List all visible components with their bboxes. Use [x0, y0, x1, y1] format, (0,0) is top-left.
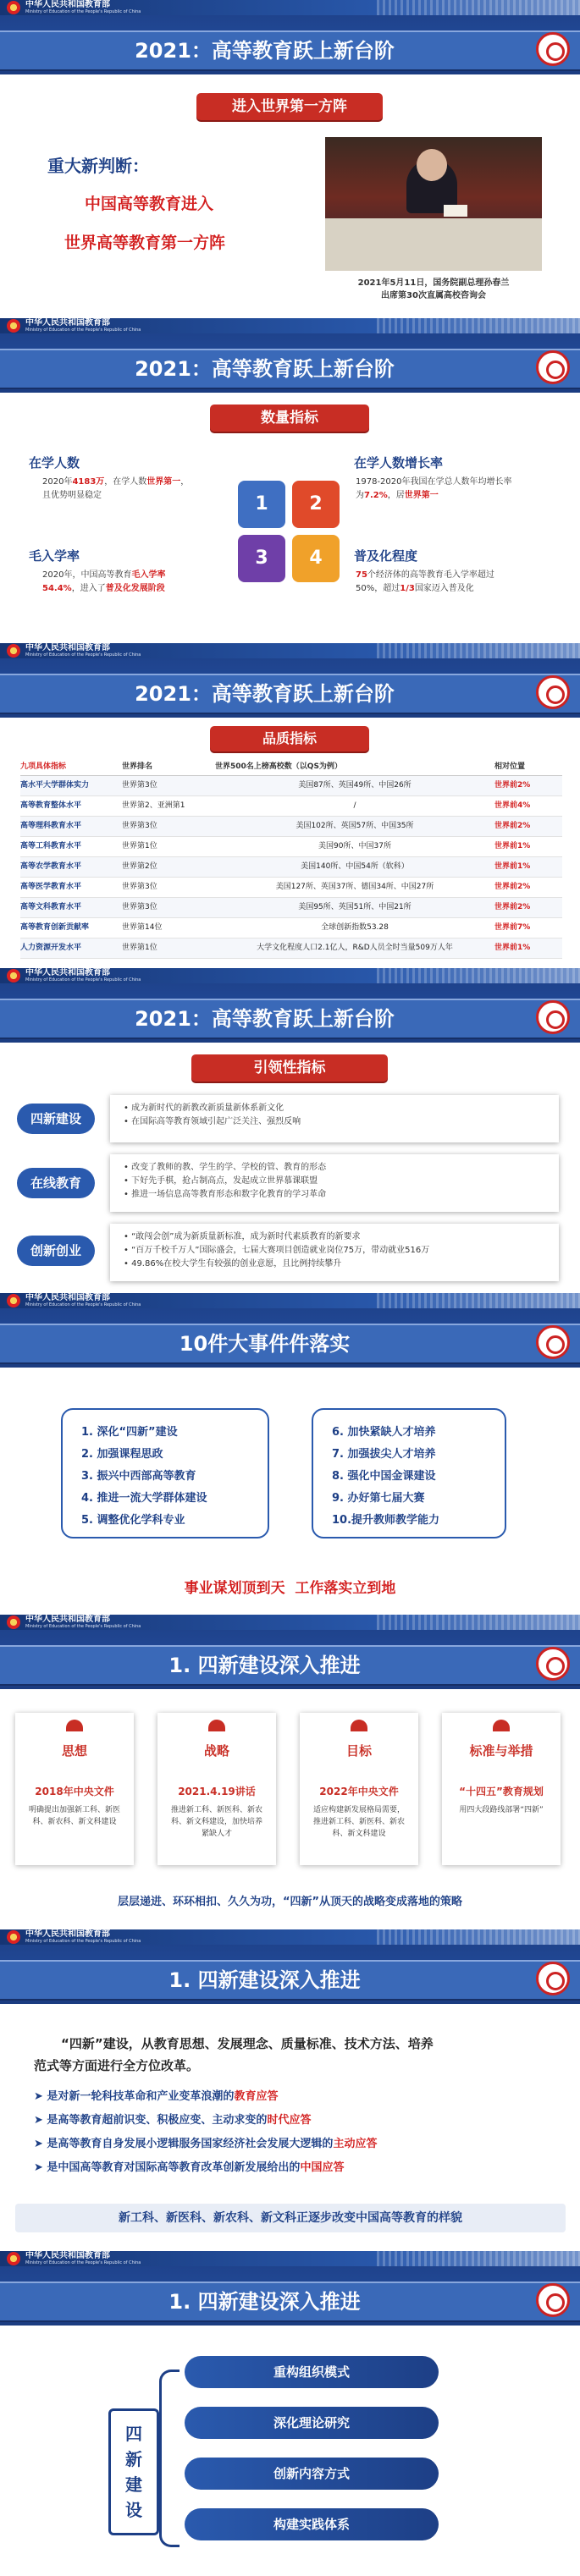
ministry-logo-icon	[536, 1325, 570, 1359]
event-item: 9. 办好第七届大赛	[332, 1492, 425, 1505]
table-cell-qs: 美国102所、英国57所、中国35所	[296, 822, 414, 830]
event-item: 7. 加强拔尖人才培养	[332, 1448, 436, 1461]
judgement-heading: 重大新判断：	[47, 156, 149, 176]
table-cell-indicator: 人力资源开发水平	[20, 944, 82, 952]
slide-title: 1. 四新建设深入推进	[168, 2290, 361, 2314]
task-item-3: 创新内容方式	[185, 2458, 439, 2490]
table-cell-position: 世界前2%	[494, 781, 531, 790]
slide-4	[0, 968, 580, 1293]
slide-1	[0, 0, 580, 318]
ministry-name-en: Ministry of Education of the People's Republic of China	[25, 652, 141, 658]
ministry-logo-icon	[536, 1000, 570, 1034]
ministry-name-en: Ministry of Education of the People's Republic of China	[25, 1302, 141, 1307]
slide-header	[0, 1615, 580, 1689]
leading-item: • 下好先手棋，抢占制高点，发起成立世界慕课联盟	[124, 1176, 318, 1186]
indicator-growth-title: 在学人数增长率	[354, 455, 444, 471]
event-item: 1. 深化“四新”建设	[81, 1426, 178, 1439]
indicator-universal-text2: 50%，超过1/3国家迈入普及化	[356, 584, 474, 593]
table-cell-position: 世界前4%	[494, 801, 531, 810]
ministry-name: 中华人民共和国教育部	[25, 2251, 110, 2260]
table-header-row	[20, 758, 562, 776]
table-cell-indicator: 高水平大学群体实力	[20, 781, 90, 790]
leading-label-1: 四新建设	[17, 1104, 95, 1134]
leading-item: • “百万千校千万人”国际盛会，七届大赛项目创造就业岗位75万，带动就业516万	[124, 1246, 430, 1255]
building-banner	[377, 1615, 580, 1630]
conclusion-text: 新工科、新医科、新农科、新文科正逐步改变中国高等教育的样貌	[119, 2211, 462, 2225]
table-header-position: 相对位置	[494, 762, 526, 771]
leading-group-2	[110, 1154, 559, 1212]
ministry-logo-icon	[536, 2283, 570, 2317]
leading-item: • “敢闯会创”成为新质量新标准，成为新时代素质教育的新要求	[124, 1232, 361, 1241]
slide-title: 2021：高等教育跃上新台阶	[135, 39, 395, 63]
card-sub: 2022年中央文件	[319, 1786, 399, 1797]
intro-line-2: 范式等方面进行全方位改革。	[34, 2058, 200, 2073]
lamp-icon	[351, 1720, 367, 1731]
ministry-name-en: Ministry of Education of the People's Republic of China	[25, 1624, 141, 1629]
table-cell-qs: 全球创新指数53.28	[321, 923, 389, 932]
table-cell-qs: 美国90所、中国37所	[318, 842, 391, 850]
quadrant-4: 4	[292, 535, 340, 582]
card-sub: 2018年中央文件	[35, 1786, 114, 1797]
slide-5	[0, 1293, 580, 1615]
table-cell-position: 世界前1%	[494, 862, 531, 871]
leading-item: • 49.86%在校大学生有较强的创业意愿，且比例持续攀升	[124, 1259, 342, 1269]
ministry-name-en: Ministry of Education of the People's Republic of China	[25, 9, 141, 14]
table-row	[20, 857, 562, 878]
national-emblem-icon	[7, 2252, 20, 2265]
intro-line-1: “四新”建设，从教育思想、发展理念、质量标准、技术方法、培养	[61, 2036, 434, 2051]
table-cell-qs: 美国95所、英国51所、中国21所	[298, 903, 412, 911]
building-banner	[377, 968, 580, 983]
ministry-name-en: Ministry of Education of the People's Republic of China	[25, 328, 141, 333]
event-item: 4. 推进一流大学群体建设	[81, 1492, 207, 1505]
task-item-4: 构建实践体系	[185, 2508, 439, 2540]
table-cell-position: 世界前2%	[494, 903, 531, 911]
table-cell-qs: 美国127所、英国37所、德国34所、中国27所	[275, 883, 434, 891]
progression-card-4	[442, 1713, 561, 1865]
card-text: 适应构建新发展格局需要，推进新工科、新医科、新农科、新文科建设	[313, 1806, 406, 1838]
national-emblem-icon	[7, 969, 20, 983]
building-banner	[377, 2251, 580, 2266]
table-cell-position: 世界前2%	[494, 822, 531, 830]
ministry-name: 中华人民共和国教育部	[25, 0, 110, 9]
indicator-universal-title: 普及化程度	[354, 548, 418, 564]
progression-row	[15, 1713, 566, 1865]
indicator-enrollment-text1: 2020年，中国高等教育毛入学率	[42, 570, 166, 580]
event-item: 8. 强化中国金课建设	[332, 1470, 436, 1483]
table-cell-indicator: 高等医学教育水平	[20, 883, 82, 891]
meeting-photo	[325, 137, 542, 271]
answer-item-1: ➤ 是对新一轮科技革命和产业变革浪潮的教育应答	[34, 2090, 279, 2103]
slide-header	[0, 2251, 580, 2326]
strategy-footer: 层层递进、环环相扣、久久为功，“四新”从顶天的战略变成落地的策略	[117, 1896, 463, 1908]
slide-title: 2021：高等教育跃上新台阶	[135, 357, 395, 381]
progression-card-3	[300, 1713, 418, 1865]
event-item: 10.提升教师教学能力	[332, 1514, 440, 1527]
indicator-enrollment-title: 毛入学率	[29, 548, 80, 564]
slogan: 事业谋划顶到天 工作落实立到地	[184, 1580, 396, 1597]
indicator-students-text2: 且优势明显稳定	[42, 491, 102, 500]
national-emblem-icon	[7, 319, 20, 333]
building-banner	[377, 643, 580, 658]
leading-group-3	[110, 1224, 559, 1281]
slide-header	[0, 968, 580, 1043]
card-head: 战略	[203, 1743, 229, 1759]
slide-header	[0, 1929, 580, 2004]
ministry-logo-icon	[536, 1962, 570, 1995]
event-item: 2. 加强课程思政	[81, 1448, 163, 1461]
table-row	[20, 938, 562, 959]
table-row	[20, 837, 562, 857]
leading-label-2: 在线教育	[17, 1168, 95, 1198]
table-row	[20, 918, 562, 938]
leading-item: • 推进一场信息高等教育形态和数字化教育的学习革命	[124, 1190, 327, 1199]
table-cell-rank: 世界第14位	[122, 923, 163, 932]
slide-2	[0, 318, 580, 643]
table-row	[20, 878, 562, 898]
table-cell-qs: /	[353, 801, 356, 810]
ministry-logo-icon	[536, 675, 570, 709]
quality-table	[20, 758, 562, 959]
table-cell-rank: 世界第3位	[122, 822, 157, 830]
leading-item: • 改变了教师的教、学生的学、学校的管、教育的形态	[124, 1163, 327, 1172]
judgement-line2: 世界高等教育第一方阵	[64, 234, 226, 252]
table-cell-qs: 大学文化程度人口2.1亿人，R&D人员全时当量509万人年	[257, 944, 453, 952]
ministry-name-en: Ministry of Education of the People's Republic of China	[25, 1939, 141, 1944]
table-cell-qs: 美国87所、英国49所、中国26所	[298, 781, 412, 790]
building-banner	[377, 0, 580, 15]
slide-6	[0, 1615, 580, 1929]
leading-label-3: 创新创业	[17, 1236, 95, 1266]
table-cell-position: 世界前1%	[494, 944, 531, 952]
table-header-indicator: 九项具体指标	[20, 762, 67, 771]
slide-header	[0, 643, 580, 718]
indicator-growth-text2: 为7.2%，居世界第一	[356, 491, 439, 500]
conclusion-banner	[15, 2204, 566, 2232]
indicator-students-text1: 2020年4183万，在学人数世界第一，	[42, 477, 190, 487]
progression-card-2	[157, 1713, 276, 1865]
slide-title: 1. 四新建设深入推进	[168, 1968, 361, 1992]
lamp-icon	[66, 1720, 83, 1731]
slide-7	[0, 1929, 580, 2251]
ministry-name: 中华人民共和国教育部	[25, 1293, 110, 1302]
table-cell-indicator: 高等教育整体水平	[20, 801, 82, 810]
events-right-box	[312, 1408, 506, 1538]
section-pill: 品质指标	[210, 726, 369, 751]
table-cell-indicator: 高等农学教育水平	[20, 862, 82, 871]
table-cell-position: 世界前2%	[494, 883, 531, 891]
national-emblem-icon	[7, 1930, 20, 1944]
table-body	[20, 776, 562, 959]
table-row	[20, 817, 562, 837]
table-row	[20, 898, 562, 918]
bracket-line	[159, 2370, 180, 2547]
quadrant-3: 3	[238, 535, 285, 582]
photo-caption-1: 2021年5月11日，国务院副总理孙春兰	[357, 278, 510, 288]
table-cell-position: 世界前1%	[494, 842, 531, 850]
ministry-name: 中华人民共和国教育部	[25, 643, 110, 652]
indicator-students-title: 在学人数	[29, 455, 80, 471]
ministry-logo-icon	[536, 350, 570, 384]
slide-header	[0, 0, 580, 74]
leading-item: • 在国际高等教育领域引起广泛关注、强烈反响	[124, 1117, 301, 1126]
answer-item-2: ➤ 是高等教育超前识变、积极应变、主动求变的时代应答	[34, 2114, 312, 2127]
national-emblem-icon	[7, 1616, 20, 1629]
table-header-qs: 世界500名上榜高校数（以QS为例）	[215, 762, 342, 771]
slide-header	[0, 1293, 580, 1368]
table-cell-indicator: 高等理科教育水平	[20, 822, 82, 830]
building-banner	[377, 1929, 580, 1945]
slide-title: 1. 四新建设深入推进	[168, 1654, 361, 1677]
table-cell-rank: 世界第3位	[122, 781, 157, 790]
ministry-logo-icon	[536, 1647, 570, 1681]
quadrant-1: 1	[238, 481, 285, 528]
ministry-logo-icon	[536, 32, 570, 66]
section-pill: 数量指标	[210, 405, 369, 432]
photo-caption-2: 出席第30次直属高校咨询会	[381, 291, 486, 300]
card-head: 目标	[345, 1743, 372, 1759]
events-left-box	[61, 1408, 269, 1538]
national-emblem-icon	[7, 1294, 20, 1307]
table-cell-qs: 美国140所、中国54所（软科）	[301, 862, 409, 871]
table-cell-indicator: 高等工科教育水平	[20, 842, 82, 850]
table-cell-rank: 世界第3位	[122, 883, 157, 891]
answer-item-3: ➤ 是高等教育自身发展小逻辑服务国家经济社会发展大逻辑的主动应答	[34, 2138, 378, 2150]
lamp-icon	[208, 1720, 225, 1731]
slide-3	[0, 643, 580, 968]
ministry-name: 中华人民共和国教育部	[25, 1929, 110, 1939]
judgement-line1: 中国高等教育进入	[85, 195, 214, 213]
card-text: 推进新工科、新医科、新农科、新文科建设，加快培养紧缺人才	[171, 1806, 263, 1838]
leading-group-1	[110, 1095, 559, 1142]
table-cell-rank: 世界第1位	[122, 842, 157, 850]
event-item: 6. 加快紧缺人才培养	[332, 1426, 436, 1439]
slide-title: 10件大事件件落实	[179, 1332, 351, 1356]
lamp-icon	[493, 1720, 510, 1731]
table-row	[20, 796, 562, 817]
indicator-universal-text1: 75个经济体的高等教育毛入学率超过	[356, 570, 494, 580]
national-emblem-icon	[7, 1, 20, 14]
building-banner	[377, 318, 580, 333]
table-cell-indicator: 高等文科教育水平	[20, 903, 82, 911]
slide-8	[0, 2251, 580, 2576]
card-sub: 2021.4.19讲话	[178, 1786, 256, 1797]
card-sub: “十四五”教育规划	[459, 1786, 544, 1797]
table-cell-rank: 世界第3位	[122, 903, 157, 911]
card-head: 思想	[61, 1743, 87, 1759]
four-new-label	[108, 2408, 159, 2535]
event-item: 3. 振兴中西部高等教育	[81, 1470, 196, 1483]
four-new-label-text: 四新建设	[125, 2424, 142, 2520]
table-cell-rank: 世界第2、亚洲第1	[122, 801, 185, 810]
card-text: 明确提出加强新工科、新医科、新农科、新文科建设	[29, 1806, 121, 1826]
ministry-name: 中华人民共和国教育部	[25, 968, 110, 977]
table-cell-rank: 世界第1位	[122, 944, 157, 952]
ministry-name: 中华人民共和国教育部	[25, 318, 110, 328]
slide-title: 2021：高等教育跃上新台阶	[135, 1007, 395, 1031]
table-cell-indicator: 高等教育创新贡献率	[20, 923, 90, 932]
national-emblem-icon	[7, 644, 20, 658]
table-cell-position: 世界前7%	[494, 923, 531, 932]
ministry-name-en: Ministry of Education of the People's Republic of China	[25, 977, 141, 983]
quadrant-2: 2	[292, 481, 340, 528]
section-pill: 引领性指标	[191, 1054, 388, 1082]
table-header-rank: 世界排名	[122, 762, 153, 771]
slide-title: 2021：高等教育跃上新台阶	[135, 682, 395, 706]
ministry-name-en: Ministry of Education of the People's Republic of China	[25, 2260, 141, 2265]
indicator-growth-text1: 1978-2020年我国在学总人数年均增长率	[356, 477, 512, 487]
answer-item-4: ➤ 是中国高等教育对国际高等教育改革创新发展给出的中国应答	[34, 2161, 345, 2174]
task-item-2: 深化理论研究	[185, 2407, 439, 2439]
progression-card-1	[15, 1713, 134, 1865]
ministry-name: 中华人民共和国教育部	[25, 1615, 110, 1624]
leading-item: • 成为新时代的新教改新质量新体系新文化	[124, 1104, 284, 1113]
indicator-enrollment-text2: 54.4%，进入了普及化发展阶段	[42, 584, 165, 593]
slide-header	[0, 318, 580, 393]
section-pill: 进入世界第一方阵	[196, 93, 383, 120]
card-head: 标准与举措	[469, 1743, 533, 1759]
card-text: 用四大段路线部署“四新”	[459, 1806, 544, 1814]
table-cell-rank: 世界第2位	[122, 862, 157, 871]
building-banner	[377, 1293, 580, 1308]
table-row	[20, 776, 562, 796]
task-item-1: 重构组织模式	[185, 2356, 439, 2388]
event-item: 5. 调整优化学科专业	[81, 1514, 185, 1527]
